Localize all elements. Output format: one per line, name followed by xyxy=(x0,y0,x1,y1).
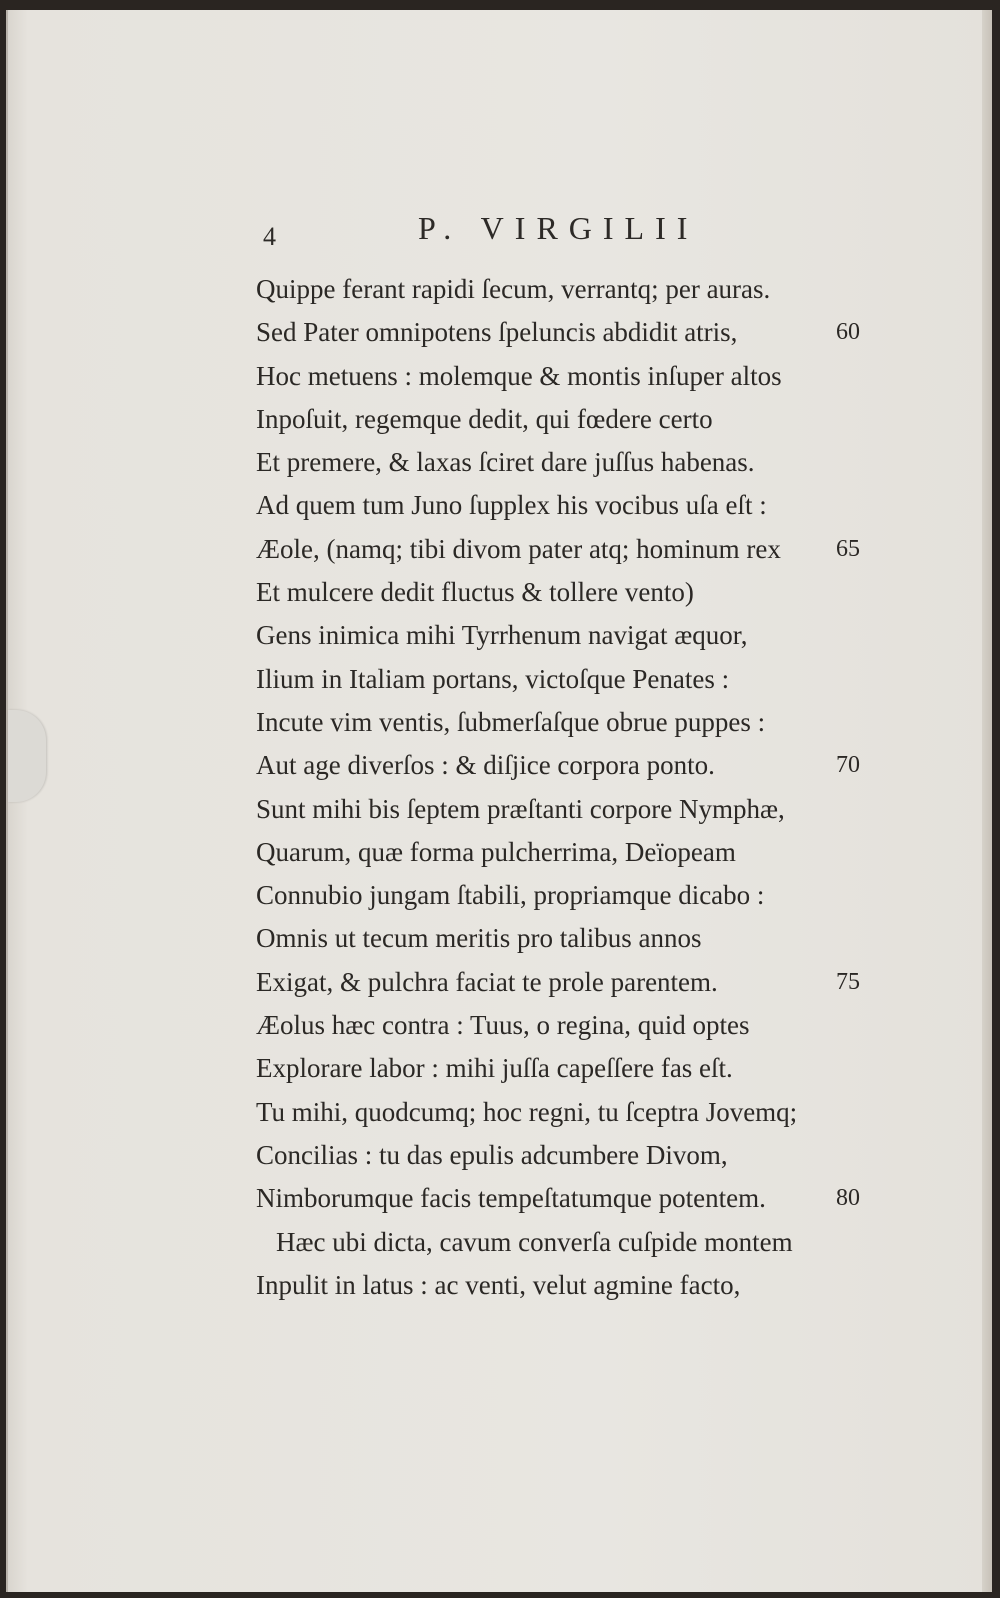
running-head: P. VIRGILII xyxy=(418,210,699,246)
verse-text: Exigat, & pulchra faciat te prole parentem. xyxy=(256,966,718,997)
verse-text: Inpulit in latus : ac venti, velut agmine facto, xyxy=(256,1269,741,1300)
verse-text: Gens inimica mihi Tyrrhenum navigat æquor, xyxy=(256,620,748,651)
verse-line xyxy=(256,268,886,311)
verse-text: Nimborumque facis tempeſtatumque potentem. xyxy=(256,1183,766,1214)
verse-text: Hæc ubi dicta, cavum converſa cuſpide montem xyxy=(276,1226,793,1257)
verse-line xyxy=(256,1264,886,1307)
verse-line xyxy=(256,614,886,657)
verse-text: Connubio jungam ſtabili, propriamque dicabo : xyxy=(256,880,765,911)
verse-line xyxy=(256,571,886,614)
verse-text: Ad quem tum Juno ſupplex his vocibus uſa eſt : xyxy=(256,490,767,521)
page-number: 4 xyxy=(263,222,276,251)
verse-line xyxy=(256,1177,886,1220)
verse-text: Explorare labor : mihi juſſa capeſſere fas eſt. xyxy=(256,1053,733,1084)
verse-text: Quippe ferant rapidi ſecum, verrantq; per auras. xyxy=(256,274,771,304)
verse-line xyxy=(256,1004,886,1047)
verse-text: Et mulcere dedit fluctus & tollere vento) xyxy=(256,577,694,608)
verse-line xyxy=(256,311,886,354)
verse-text: Et premere, & laxas ſciret dare juſſus habenas. xyxy=(256,447,755,478)
verse-text: Aut age diverſos : & diſjice corpora ponto. xyxy=(256,750,715,781)
verse-text: Quarum, quæ forma pulcherrima, Deïopeam xyxy=(256,836,736,867)
verse-line xyxy=(256,831,886,874)
verse-line xyxy=(256,1047,886,1090)
verse-line xyxy=(256,398,886,441)
verse-text: Inpoſuit, regemque dedit, qui fœdere certo xyxy=(256,403,713,434)
verse-line xyxy=(256,874,886,917)
line-number: 80 xyxy=(836,1185,860,1212)
page-sheet xyxy=(6,10,992,1592)
verse-text: Sed Pater omnipotens ſpeluncis abdidit atris, xyxy=(256,317,738,348)
verse-line xyxy=(256,355,886,398)
page-edge xyxy=(982,10,992,1592)
verse-text: Æolus hæc contra : Tuus, o regina, quid optes xyxy=(256,1010,750,1041)
line-number: 75 xyxy=(836,968,860,995)
verse-line xyxy=(256,658,886,701)
line-number: 70 xyxy=(836,752,860,779)
verse-line xyxy=(256,788,886,831)
line-number: 65 xyxy=(836,535,860,562)
verse-text: Tu mihi, quodcumq; hoc regni, tu ſceptra Jovemq; xyxy=(256,1096,798,1127)
verse-line xyxy=(256,528,886,571)
verse-text: Hoc metuens : molemque & montis inſuper altos xyxy=(256,360,782,391)
verse-list xyxy=(256,268,886,1307)
verse-line xyxy=(256,1221,886,1264)
verse-text: Concilias : tu das epulis adcumbere Divom, xyxy=(256,1139,728,1170)
verse-line xyxy=(256,701,886,744)
verse-text: Omnis ut tecum meritis pro talibus annos xyxy=(256,923,702,954)
verse-line xyxy=(256,1134,886,1177)
page-header xyxy=(263,210,733,250)
verse-line xyxy=(256,1091,886,1134)
line-number: 60 xyxy=(836,319,860,346)
verse-line xyxy=(256,917,886,960)
page-tab-marker xyxy=(8,710,46,802)
verse-line xyxy=(256,484,886,527)
verse-line xyxy=(256,441,886,484)
verse-text: Incute vim ventis, ſubmerſaſque obrue puppes : xyxy=(256,706,766,737)
verse-text: Ilium in Italiam portans, victoſque Penates : xyxy=(256,663,730,694)
verse-line xyxy=(256,744,886,787)
verse-text: Sunt mihi bis ſeptem præſtanti corpore Nymphæ, xyxy=(256,793,785,824)
verse-text: Æole, (namq; tibi divom pater atq; hominum rex xyxy=(256,533,781,564)
verse-line xyxy=(256,961,886,1004)
